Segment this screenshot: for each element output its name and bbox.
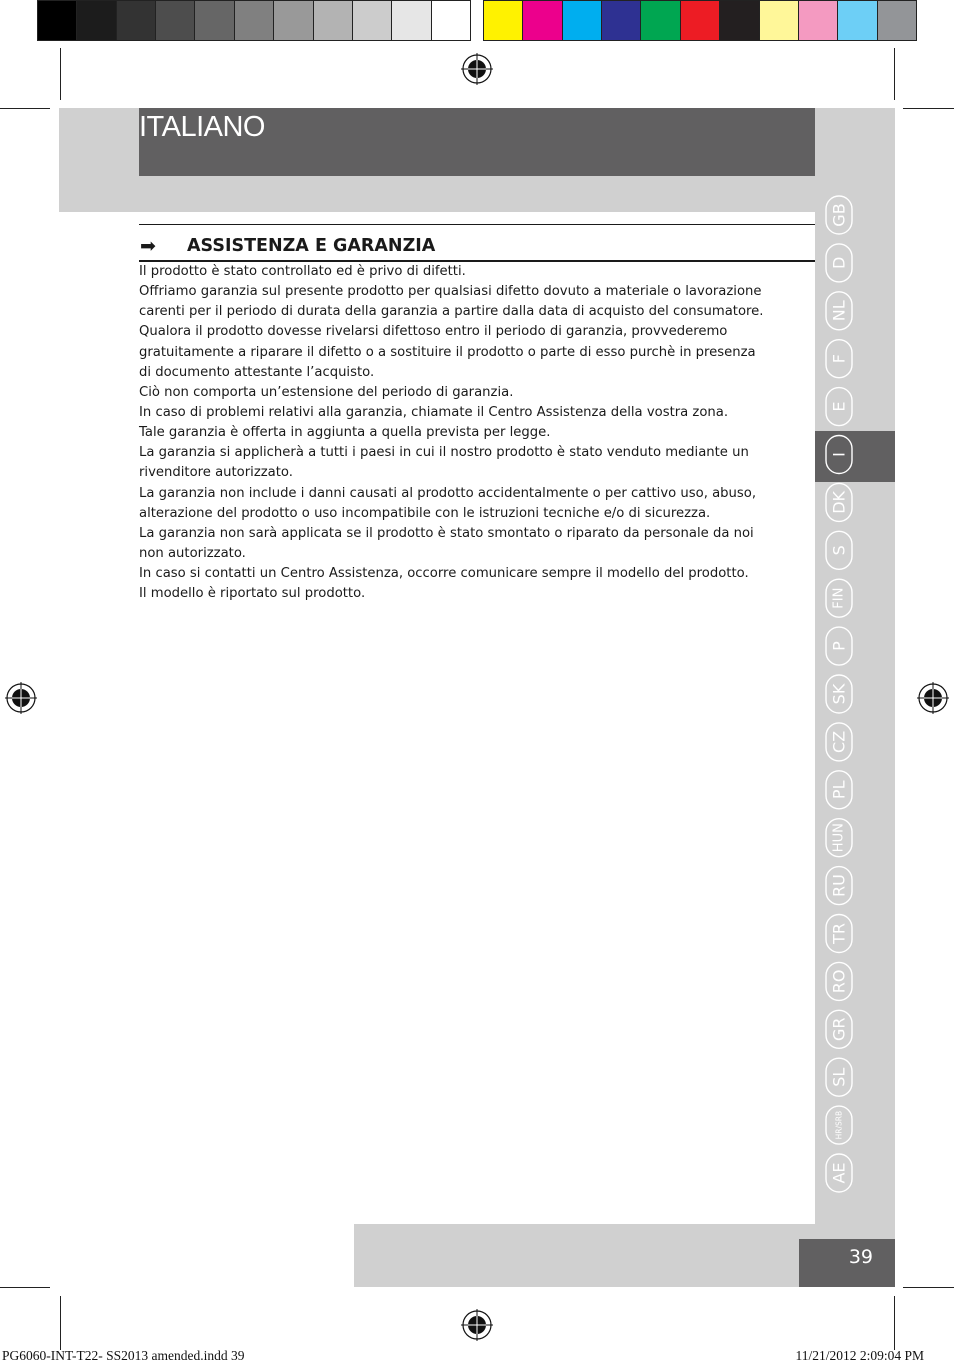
calibration-swatch — [681, 1, 720, 40]
language-tab-tr[interactable] — [826, 915, 852, 953]
calibration-swatch — [274, 1, 313, 40]
language-tab-sk[interactable] — [826, 675, 852, 713]
text-line: In caso di problemi relativi alla garanzia, chiamate il Centro Assistenza della vostra zona. — [139, 404, 729, 420]
language-tab-gr[interactable] — [826, 1010, 852, 1048]
language-tab-label: RO — [829, 969, 849, 994]
registration-mark-icon — [460, 1308, 494, 1342]
language-tab-label: RU — [829, 874, 849, 898]
language-tab-pl[interactable] — [826, 771, 852, 809]
language-tab-ro[interactable] — [826, 962, 852, 1000]
text-line: Ciò non comporta un’estensione del periodo di garanzia. — [139, 384, 514, 400]
page-number: 39 — [848, 1246, 873, 1268]
language-tab-label: NL — [829, 300, 849, 322]
calibration-swatch — [117, 1, 156, 40]
calibration-swatch — [523, 1, 562, 40]
language-tab-label: HR/SRB — [834, 1110, 844, 1140]
language-tab-hun[interactable] — [826, 819, 852, 857]
language-tab-dk[interactable] — [826, 483, 852, 521]
calibration-swatch — [641, 1, 680, 40]
calibration-swatch — [392, 1, 431, 40]
language-tab-label: AE — [829, 1162, 849, 1184]
text-line: La garanzia si applicherà a tutti i paesi in cui il nostro prodotto è stato venduto mediante un — [139, 445, 749, 461]
language-tabs — [815, 195, 895, 1205]
text-line: gratuitamente a riparare il difetto o a sostituire il prodotto o parte di esso purchè in presenza — [139, 344, 756, 360]
calibration-swatch — [432, 1, 470, 40]
language-tab-f[interactable] — [826, 340, 852, 378]
text-line: di documento attestante l’acquisto. — [139, 364, 375, 380]
text-line: In caso si contatti un Centro Assistenza, occorre comunicare sempre il modello del prodotto. — [139, 566, 749, 582]
page-title: ITALIANO — [139, 111, 265, 143]
calibration-swatch — [484, 1, 523, 40]
language-tab-hr-srb[interactable] — [826, 1106, 852, 1144]
language-tab-label: TR — [829, 923, 849, 944]
slug-timestamp: 11/21/2012 2:09:04 PM — [795, 1348, 924, 1363]
registration-mark-icon — [916, 681, 950, 715]
language-tab-label: GR — [829, 1017, 849, 1042]
crop-mark — [903, 1287, 954, 1288]
registration-mark-icon — [4, 681, 38, 715]
language-tab-label: SK — [829, 683, 849, 705]
grayscale-calibration-bar — [37, 0, 471, 41]
slug-file: PG6060-INT-T22- SS2013 amended.indd 39 — [2, 1348, 245, 1363]
crop-mark — [0, 1287, 50, 1288]
crop-mark — [0, 108, 50, 109]
calibration-swatch — [760, 1, 799, 40]
section-heading: ASSISTENZA E GARANZIA — [187, 236, 436, 256]
language-tab-s[interactable] — [826, 531, 852, 569]
calibration-swatch — [878, 1, 916, 40]
warranty-text — [139, 262, 819, 604]
language-tab-label: CZ — [829, 730, 849, 753]
language-tab-label: S — [829, 545, 849, 556]
calibration-swatch — [38, 1, 77, 40]
calibration-swatch — [77, 1, 116, 40]
text-line: Il prodotto è stato controllato ed è privo di difetti. — [139, 264, 466, 279]
text-line: Qualora il prodotto dovesse rivelarsi difettoso entro il periodo di garanzia, provvederemo — [139, 324, 728, 340]
crop-mark — [894, 1296, 895, 1350]
crop-mark — [894, 48, 895, 100]
language-tab-p[interactable] — [826, 627, 852, 665]
calibration-swatch — [353, 1, 392, 40]
language-tab-fin[interactable] — [826, 579, 852, 617]
text-line: Offriamo garanzia sul presente prodotto per qualsiasi difetto dovuto a materiale o lavorazione — [139, 284, 762, 300]
language-tab-label: DK — [829, 490, 849, 514]
language-tab-label: D — [829, 256, 849, 270]
language-tab-e[interactable] — [826, 388, 852, 426]
calibration-swatch — [235, 1, 274, 40]
calibration-swatch — [799, 1, 838, 40]
crop-mark — [903, 108, 954, 109]
calibration-swatch — [838, 1, 877, 40]
language-tab-label: HUN — [831, 823, 847, 853]
crop-mark — [60, 1296, 61, 1350]
text-line: La garanzia non sarà applicata se il prodotto è stato smontato o riparato da personale da noi — [139, 525, 754, 541]
language-tab-ru[interactable] — [826, 867, 852, 905]
language-tab-label: F — [829, 354, 849, 364]
language-tab-label: FIN — [831, 587, 847, 609]
calibration-swatch — [314, 1, 353, 40]
color-calibration-bar — [483, 0, 917, 41]
language-tab-label: P — [829, 641, 849, 651]
arrow-right-icon: ➡ — [140, 235, 156, 257]
text-line: La garanzia non include i danni causati al prodotto accidentalmente o per cattivo uso, abuso, — [139, 485, 757, 501]
language-tab-label: GB — [829, 203, 849, 227]
language-tab-ae[interactable] — [826, 1154, 852, 1192]
registration-mark-icon — [460, 52, 494, 86]
language-tab-gb[interactable] — [826, 196, 852, 234]
language-tab-sl[interactable] — [826, 1058, 852, 1096]
text-line: non autorizzato. — [139, 545, 246, 561]
text-line: alterazione del prodotto o uso incompatibile con le istruzioni tecniche e/o di sicurezza. — [139, 505, 711, 521]
calibration-swatch — [602, 1, 641, 40]
calibration-swatch — [156, 1, 195, 40]
text-line: Il modello è riportato sul prodotto. — [139, 586, 366, 602]
text-line: carenti per il periodo di durata della garanzia a partire dalla data di acquisto del consumatore. — [139, 304, 764, 320]
language-tab-label: PL — [829, 780, 849, 800]
crop-mark — [60, 48, 61, 100]
text-line: Tale garanzia è offerta in aggiunta a quella prevista per legge. — [139, 425, 551, 441]
calibration-swatch — [563, 1, 602, 40]
heading-rule-top — [139, 224, 815, 225]
language-tab-d[interactable] — [826, 244, 852, 282]
language-tab-i[interactable] — [826, 436, 852, 474]
language-tab-nl[interactable] — [826, 292, 852, 330]
language-tab-label: I — [829, 452, 849, 457]
calibration-swatch — [720, 1, 759, 40]
language-tab-cz[interactable] — [826, 723, 852, 761]
language-tab-label: E — [829, 401, 849, 412]
language-tab-label: SL — [829, 1067, 849, 1087]
text-line: rivenditore autorizzato. — [139, 465, 293, 481]
calibration-swatch — [195, 1, 234, 40]
